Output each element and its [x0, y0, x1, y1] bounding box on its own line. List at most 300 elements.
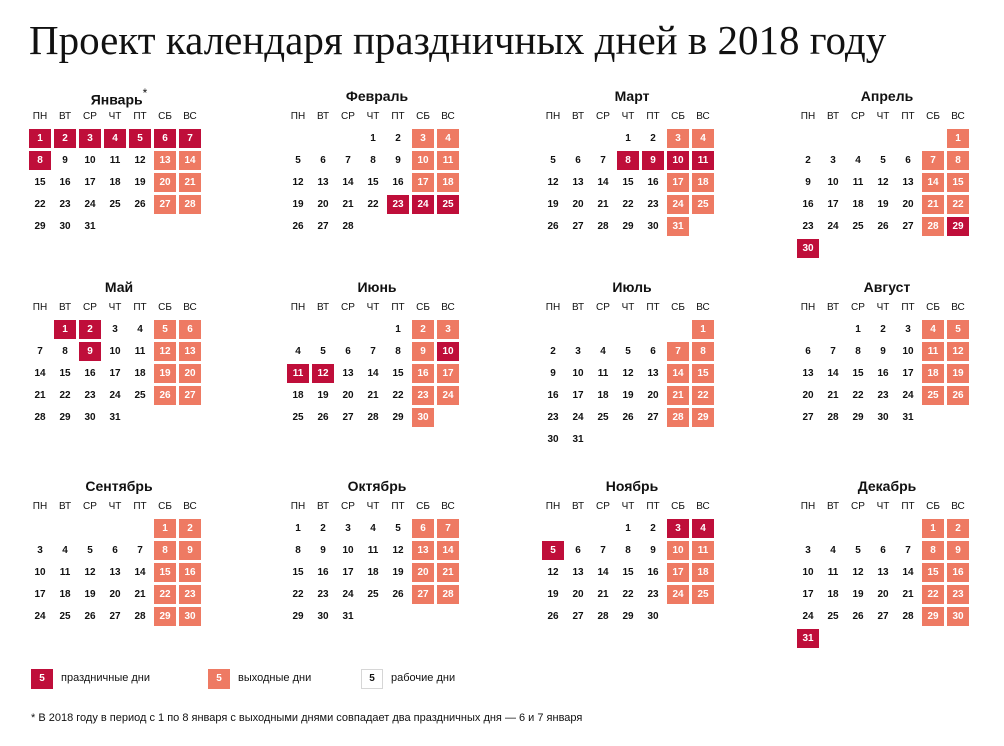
day-cell: 29 — [622, 611, 634, 622]
day-cell: 17 — [667, 173, 689, 192]
legend-label: выходные дни — [238, 672, 312, 684]
day-cell: 25 — [827, 611, 839, 622]
weekday-header: СБ — [671, 111, 685, 122]
day-cell: 28 — [437, 585, 459, 604]
day-cell: 19 — [622, 390, 634, 401]
weekday-header: ПТ — [901, 111, 915, 122]
day-cell: 29 — [34, 221, 46, 232]
weekday-header: ВТ — [571, 302, 585, 313]
day-cell: 8 — [370, 155, 376, 166]
day-cell: 11 — [852, 177, 864, 188]
day-cell: 15 — [922, 563, 944, 582]
day-cell: 14 — [902, 567, 914, 578]
weekday-header: СБ — [926, 302, 940, 313]
day-cell: 14 — [922, 173, 944, 192]
day-cell: 31 — [572, 434, 584, 445]
day-cell: 6 — [575, 545, 581, 556]
day-cell: 23 — [647, 199, 659, 210]
day-cell: 12 — [392, 545, 404, 556]
month-name — [797, 88, 977, 104]
day-cell: 22 — [852, 390, 864, 401]
weekday-header: СБ — [926, 501, 940, 512]
weekday-header: ЧТ — [366, 501, 380, 512]
weekday-header: ЧТ — [366, 111, 380, 122]
day-cell: 20 — [317, 199, 329, 210]
day-cell: 20 — [109, 589, 121, 600]
day-cell: 1 — [855, 324, 861, 335]
day-cell: 4 — [922, 320, 944, 339]
day-cell: 10 — [412, 151, 434, 170]
day-cell: 3 — [830, 155, 836, 166]
day-cell: 8 — [692, 342, 714, 361]
month-name-text: Апрель — [860, 88, 914, 104]
day-cell: 4 — [692, 519, 714, 538]
day-cell: 26 — [877, 221, 889, 232]
day-cell: 17 — [827, 199, 839, 210]
day-cell: 14 — [437, 541, 459, 560]
day-cell: 25 — [59, 611, 71, 622]
day-cell: 13 — [154, 151, 176, 170]
month-name — [797, 279, 977, 295]
day-cell: 21 — [134, 589, 146, 600]
day-cell: 20 — [572, 199, 584, 210]
day-cell: 15 — [692, 364, 714, 383]
day-cell: 20 — [877, 589, 889, 600]
day-cell: 4 — [855, 155, 861, 166]
day-cell: 12 — [134, 155, 146, 166]
weekday-header: ВС — [441, 501, 455, 512]
day-cell: 20 — [179, 364, 201, 383]
day-cell: 23 — [59, 199, 71, 210]
day-cell: 10 — [437, 342, 459, 361]
weekday-header: ВТ — [58, 302, 72, 313]
day-cell: 22 — [622, 199, 634, 210]
day-cell: 28 — [342, 221, 354, 232]
weekday-header: ЧТ — [876, 501, 890, 512]
day-cell: 5 — [855, 545, 861, 556]
day-cell: 1 — [370, 133, 376, 144]
day-cell: 21 — [597, 199, 609, 210]
day-cell: 2 — [79, 320, 101, 339]
day-cell: 4 — [692, 129, 714, 148]
weekday-header: СР — [851, 501, 865, 512]
day-cell: 26 — [154, 386, 176, 405]
weekday-header: СР — [341, 111, 355, 122]
day-cell: 1 — [692, 320, 714, 339]
weekday-header: ВС — [183, 302, 197, 313]
day-cell: 17 — [342, 567, 354, 578]
month-name-text: Декабрь — [857, 478, 917, 494]
day-cell: 17 — [412, 173, 434, 192]
day-cell: 16 — [412, 364, 434, 383]
day-cell: 16 — [392, 177, 404, 188]
day-cell: 5 — [295, 155, 301, 166]
day-cell: 5 — [880, 155, 886, 166]
day-cell: 12 — [292, 177, 304, 188]
day-cell: 1 — [922, 519, 944, 538]
day-cell: 19 — [134, 177, 146, 188]
day-cell: 7 — [830, 346, 836, 357]
legend-swatch: 5 — [361, 669, 383, 689]
day-cell: 9 — [805, 177, 811, 188]
weekday-header: ВС — [951, 501, 965, 512]
day-cell: 21 — [667, 386, 689, 405]
day-cell: 25 — [437, 195, 459, 214]
day-cell: 13 — [179, 342, 201, 361]
weekday-header: ВТ — [571, 501, 585, 512]
day-cell: 15 — [292, 567, 304, 578]
day-cell: 29 — [692, 408, 714, 427]
day-cell: 2 — [320, 523, 326, 534]
day-cell: 5 — [947, 320, 969, 339]
weekday-header: ПТ — [901, 501, 915, 512]
weekday-header: ЧТ — [621, 501, 635, 512]
day-cell: 5 — [154, 320, 176, 339]
weekday-header: ЧТ — [876, 111, 890, 122]
day-cell: 21 — [902, 589, 914, 600]
day-cell: 25 — [134, 390, 146, 401]
day-cell: 28 — [902, 611, 914, 622]
day-cell: 18 — [59, 589, 71, 600]
weekday-header: ПН — [545, 302, 561, 313]
day-cell: 5 — [550, 155, 556, 166]
weekday-header: ПТ — [133, 302, 147, 313]
weekday-header: ВС — [951, 111, 965, 122]
day-cell: 8 — [617, 151, 639, 170]
day-cell: 3 — [412, 129, 434, 148]
weekday-header: ЧТ — [108, 111, 122, 122]
day-cell: 23 — [84, 390, 96, 401]
weekday-header: ЧТ — [108, 501, 122, 512]
month-name — [29, 88, 209, 108]
day-cell: 6 — [575, 155, 581, 166]
weekday-header: ЧТ — [876, 302, 890, 313]
day-cell: 7 — [667, 342, 689, 361]
day-cell: 19 — [84, 589, 96, 600]
day-cell: 28 — [134, 611, 146, 622]
month-name — [287, 88, 467, 104]
day-cell: 19 — [947, 364, 969, 383]
day-cell: 9 — [650, 545, 656, 556]
day-cell: 6 — [412, 519, 434, 538]
weekday-header: ПТ — [646, 111, 660, 122]
weekday-header: СР — [596, 501, 610, 512]
day-cell: 12 — [852, 567, 864, 578]
day-cell: 26 — [547, 221, 559, 232]
day-cell: 7 — [600, 155, 606, 166]
day-cell: 6 — [650, 346, 656, 357]
day-cell: 7 — [922, 151, 944, 170]
weekday-header: ПН — [290, 111, 306, 122]
month-name — [29, 279, 209, 295]
day-cell: 28 — [667, 408, 689, 427]
weekday-header: СР — [851, 302, 865, 313]
day-cell: 15 — [34, 177, 46, 188]
day-cell: 16 — [317, 567, 329, 578]
day-cell: 12 — [154, 342, 176, 361]
day-cell: 3 — [79, 129, 101, 148]
weekday-header: ВС — [696, 302, 710, 313]
day-cell: 26 — [622, 412, 634, 423]
day-cell: 24 — [412, 195, 434, 214]
day-cell: 22 — [692, 386, 714, 405]
day-cell: 26 — [84, 611, 96, 622]
day-cell: 21 — [597, 589, 609, 600]
weekday-header: ПН — [800, 302, 816, 313]
day-cell: 19 — [877, 199, 889, 210]
weekday-header: СБ — [671, 501, 685, 512]
day-cell: 29 — [59, 412, 71, 423]
day-cell: 18 — [437, 173, 459, 192]
month-name-text: Сентябрь — [85, 478, 153, 494]
day-cell: 28 — [367, 412, 379, 423]
day-cell: 30 — [59, 221, 71, 232]
day-cell: 11 — [922, 342, 944, 361]
day-cell: 27 — [342, 412, 354, 423]
day-cell: 29 — [947, 217, 969, 236]
day-cell: 4 — [62, 545, 68, 556]
day-cell: 3 — [112, 324, 118, 335]
weekday-header: ВТ — [826, 501, 840, 512]
day-cell: 17 — [34, 589, 46, 600]
day-cell: 7 — [179, 129, 201, 148]
month-name — [542, 88, 722, 104]
day-cell: 8 — [625, 545, 631, 556]
day-cell: 9 — [179, 541, 201, 560]
day-cell: 12 — [547, 567, 559, 578]
weekday-header: ПН — [800, 111, 816, 122]
day-cell: 31 — [902, 412, 914, 423]
day-cell: 18 — [109, 177, 121, 188]
day-cell: 4 — [600, 346, 606, 357]
day-cell: 8 — [62, 346, 68, 357]
day-cell: 16 — [647, 177, 659, 188]
day-cell: 11 — [692, 541, 714, 560]
day-cell: 6 — [320, 155, 326, 166]
day-cell: 17 — [802, 589, 814, 600]
day-cell: 11 — [597, 368, 609, 379]
day-cell: 23 — [387, 195, 409, 214]
day-cell: 15 — [947, 173, 969, 192]
day-cell: 4 — [830, 545, 836, 556]
day-cell: 6 — [345, 346, 351, 357]
day-cell: 15 — [622, 567, 634, 578]
day-cell: 27 — [572, 611, 584, 622]
day-cell: 24 — [437, 386, 459, 405]
day-cell: 11 — [134, 346, 146, 357]
legend-swatch: 5 — [31, 669, 53, 689]
day-cell: 1 — [295, 523, 301, 534]
day-cell: 24 — [902, 390, 914, 401]
weekday-header: ВС — [441, 111, 455, 122]
day-cell: 29 — [392, 412, 404, 423]
day-cell: 25 — [597, 412, 609, 423]
day-cell: 7 — [437, 519, 459, 538]
footnote: * В 2018 году в период с 1 по 8 января с выходными днями совпадает два праздничных дня — 6 и 7 января — [31, 712, 583, 724]
weekday-header: ПН — [800, 501, 816, 512]
day-cell: 9 — [642, 151, 664, 170]
day-cell: 20 — [802, 390, 814, 401]
day-cell: 2 — [412, 320, 434, 339]
day-cell: 6 — [805, 346, 811, 357]
day-cell: 10 — [667, 151, 689, 170]
weekday-header: СР — [83, 501, 97, 512]
day-cell: 19 — [154, 364, 176, 383]
day-cell: 17 — [572, 390, 584, 401]
day-cell: 27 — [802, 412, 814, 423]
day-cell: 16 — [947, 563, 969, 582]
weekday-header: ВТ — [826, 111, 840, 122]
weekday-header: ПТ — [391, 111, 405, 122]
day-cell: 29 — [154, 607, 176, 626]
day-cell: 19 — [317, 390, 329, 401]
day-cell: 8 — [947, 151, 969, 170]
weekday-header: ВТ — [316, 302, 330, 313]
day-cell: 17 — [902, 368, 914, 379]
month-name — [287, 279, 467, 295]
weekday-header: СБ — [416, 111, 430, 122]
day-cell: 2 — [179, 519, 201, 538]
day-cell: 15 — [154, 563, 176, 582]
day-cell: 25 — [109, 199, 121, 210]
day-cell: 3 — [437, 320, 459, 339]
day-cell: 1 — [54, 320, 76, 339]
day-cell: 23 — [947, 585, 969, 604]
day-cell: 26 — [392, 589, 404, 600]
day-cell: 8 — [29, 151, 51, 170]
day-cell: 10 — [802, 567, 814, 578]
day-cell: 4 — [137, 324, 143, 335]
day-cell: 9 — [320, 545, 326, 556]
weekday-header: ПТ — [646, 501, 660, 512]
day-cell: 21 — [367, 390, 379, 401]
day-cell: 14 — [34, 368, 46, 379]
weekday-header: ВТ — [58, 111, 72, 122]
day-cell: 5 — [395, 523, 401, 534]
day-cell: 27 — [317, 221, 329, 232]
day-cell: 27 — [154, 195, 176, 214]
weekday-header: СР — [83, 302, 97, 313]
day-cell: 10 — [34, 567, 46, 578]
day-cell: 31 — [797, 629, 819, 648]
weekday-header: ВС — [696, 111, 710, 122]
day-cell: 11 — [692, 151, 714, 170]
day-cell: 5 — [129, 129, 151, 148]
day-cell: 24 — [342, 589, 354, 600]
day-cell: 20 — [572, 589, 584, 600]
day-cell: 19 — [852, 589, 864, 600]
day-cell: 20 — [412, 563, 434, 582]
day-cell: 22 — [154, 585, 176, 604]
month-name — [542, 478, 722, 494]
day-cell: 7 — [370, 346, 376, 357]
day-cell: 9 — [550, 368, 556, 379]
month-name — [542, 279, 722, 295]
day-cell: 16 — [179, 563, 201, 582]
day-cell: 1 — [625, 523, 631, 534]
day-cell: 31 — [667, 217, 689, 236]
day-cell: 22 — [947, 195, 969, 214]
day-cell: 22 — [34, 199, 46, 210]
weekday-header: ПТ — [391, 501, 405, 512]
day-cell: 15 — [622, 177, 634, 188]
day-cell: 11 — [367, 545, 379, 556]
weekday-header: ВТ — [58, 501, 72, 512]
weekday-header: ПН — [32, 501, 48, 512]
day-cell: 5 — [542, 541, 564, 560]
day-cell: 21 — [922, 195, 944, 214]
day-cell: 23 — [547, 412, 559, 423]
day-cell: 27 — [572, 221, 584, 232]
month-name-text: Май — [104, 279, 134, 295]
day-cell: 18 — [134, 368, 146, 379]
weekday-header: ПТ — [901, 302, 915, 313]
weekday-header: ЧТ — [621, 302, 635, 313]
day-cell: 2 — [550, 346, 556, 357]
weekday-header: ВС — [441, 302, 455, 313]
day-cell: 16 — [84, 368, 96, 379]
day-cell: 10 — [84, 155, 96, 166]
day-cell: 3 — [667, 519, 689, 538]
day-cell: 6 — [905, 155, 911, 166]
day-cell: 25 — [692, 585, 714, 604]
legend-label: праздничные дни — [61, 672, 151, 684]
day-cell: 18 — [922, 364, 944, 383]
day-cell: 27 — [412, 585, 434, 604]
day-cell: 2 — [805, 155, 811, 166]
day-cell: 31 — [84, 221, 96, 232]
weekday-header: ПН — [545, 501, 561, 512]
day-cell: 28 — [34, 412, 46, 423]
day-cell: 6 — [179, 320, 201, 339]
day-cell: 18 — [597, 390, 609, 401]
day-cell: 1 — [29, 129, 51, 148]
day-cell: 3 — [667, 129, 689, 148]
day-cell: 31 — [109, 412, 121, 423]
day-cell: 30 — [947, 607, 969, 626]
day-cell: 30 — [84, 412, 96, 423]
day-cell: 18 — [367, 567, 379, 578]
day-cell: 13 — [877, 567, 889, 578]
day-cell: 27 — [902, 221, 914, 232]
day-cell: 11 — [437, 151, 459, 170]
day-cell: 10 — [667, 541, 689, 560]
weekday-header: ПН — [290, 501, 306, 512]
day-cell: 14 — [179, 151, 201, 170]
weekday-header: СР — [341, 501, 355, 512]
weekday-header: ВТ — [571, 111, 585, 122]
day-cell: 20 — [902, 199, 914, 210]
day-cell: 13 — [902, 177, 914, 188]
weekday-header: ПТ — [646, 302, 660, 313]
day-cell: 26 — [547, 611, 559, 622]
day-cell: 22 — [392, 390, 404, 401]
day-cell: 14 — [827, 368, 839, 379]
day-cell: 13 — [412, 541, 434, 560]
day-cell: 21 — [179, 173, 201, 192]
day-cell: 6 — [112, 545, 118, 556]
weekday-header: ВС — [183, 501, 197, 512]
weekday-header: СБ — [671, 302, 685, 313]
day-cell: 30 — [179, 607, 201, 626]
day-cell: 22 — [59, 390, 71, 401]
day-cell: 8 — [395, 346, 401, 357]
day-cell: 26 — [852, 611, 864, 622]
day-cell: 2 — [395, 133, 401, 144]
day-cell: 30 — [647, 221, 659, 232]
day-cell: 22 — [622, 589, 634, 600]
day-cell: 28 — [179, 195, 201, 214]
